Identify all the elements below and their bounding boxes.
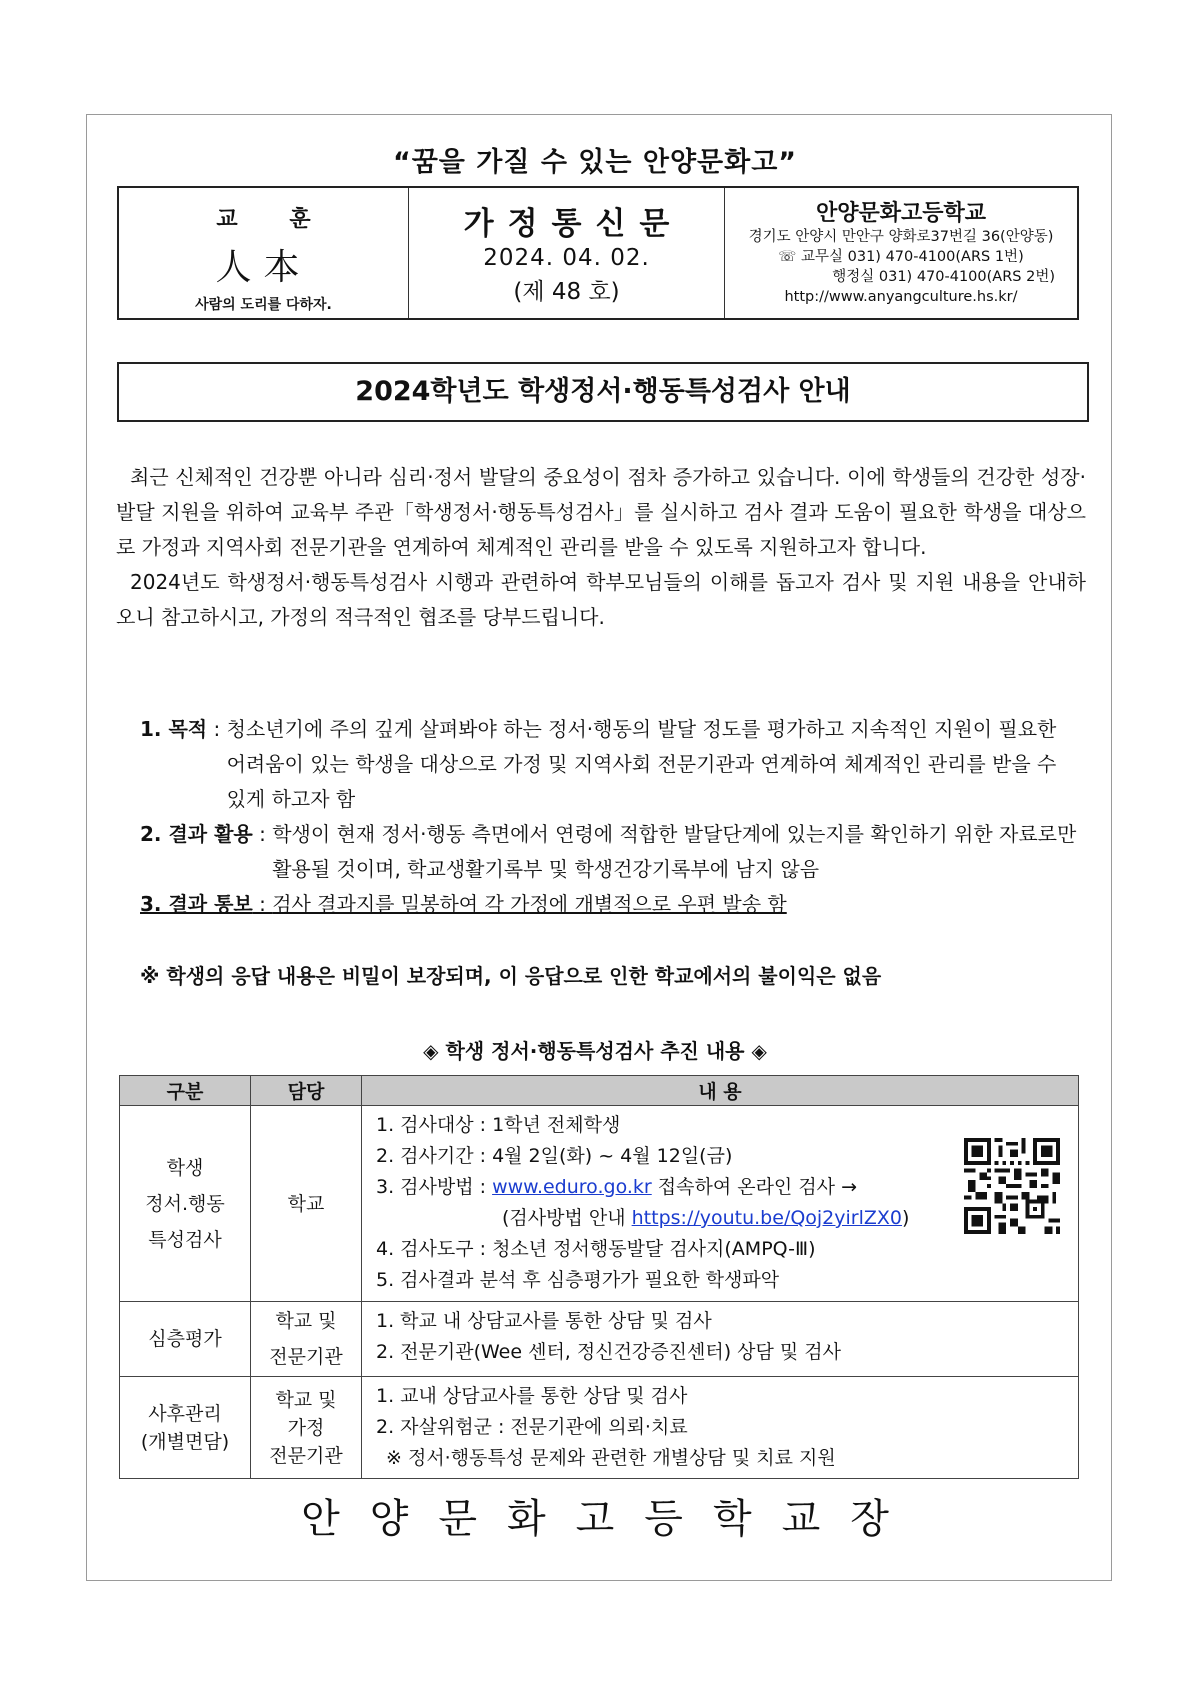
- content-line: ※ 정서·행동특성 문제와 관련한 개별상담 및 치료 지원: [386, 1447, 836, 1469]
- item-result-notice: [140, 887, 1080, 922]
- newsletter-panel: [409, 188, 725, 318]
- row-owner: [251, 1302, 362, 1377]
- table-row: [120, 1106, 1079, 1302]
- content-line: 1. 학교 내 상담교사를 통한 상담 및 검사: [376, 1310, 712, 1332]
- info-items: [140, 712, 1080, 922]
- owner-line: 학교 및: [275, 1310, 337, 1332]
- school-motto: “꿈을 가질 수 있는 안양문화고”: [392, 147, 798, 178]
- owner-line: 학교 및: [275, 1388, 337, 1411]
- newsletter-title: 가정통신문: [463, 206, 684, 242]
- row-owner: [251, 1377, 362, 1479]
- owner-line: 가정: [287, 1416, 325, 1439]
- school-phone-office: ☏ 교무실 031) 470-4100(ARS 1번): [778, 249, 1024, 265]
- privacy-note: ※ 학생의 응답 내용은 비밀이 보장되며, 이 응답으로 인한 학교에서의 불이익은 없음: [140, 964, 882, 988]
- category-line: 정서.행동: [145, 1192, 225, 1215]
- school-phone-admin: 행정실 031) 470-4100(ARS 2번): [832, 269, 1055, 285]
- motto-text: 사람의 도리를 다하자.: [195, 297, 332, 313]
- item-result-use: [140, 817, 1080, 887]
- intro-paragraph-2: 2024년도 학생정서·행동특성검사 시행과 관련하여 학부모님들의 이해를 돕고자 검사 및 지원 내용을 안내하오니 참고하시고, 가정의 적극적인 협조를 당부드립니다.: [116, 570, 1086, 629]
- item-colon: :: [207, 717, 227, 741]
- content-line: [376, 1172, 1064, 1203]
- table-header-row: [120, 1076, 1079, 1106]
- intro-text: [116, 460, 1086, 635]
- item-head: 2. 결과 활용: [140, 822, 253, 846]
- table-row: [120, 1302, 1079, 1377]
- row-category: 심층평가: [120, 1302, 251, 1377]
- plan-table: [119, 1075, 1079, 1479]
- content-text: 접속하여 온라인 검사 →: [651, 1176, 857, 1198]
- row-category: [120, 1377, 251, 1479]
- motto-label: 교 훈: [216, 207, 333, 232]
- category-line: 사후관리: [148, 1402, 222, 1425]
- item-text: 검사 결과지를 밀봉하여 각 가정에 개별적으로 우편 발송 함: [272, 892, 787, 916]
- content-text: 3. 검사방법 :: [376, 1176, 493, 1198]
- item-colon: :: [252, 822, 273, 846]
- row-owner: 학교: [251, 1106, 362, 1302]
- item-purpose: [140, 712, 1080, 817]
- content-line: [376, 1203, 1064, 1234]
- masthead: [117, 186, 1079, 320]
- item-head: 3. 결과 통보: [140, 892, 253, 916]
- category-line: 학생: [166, 1156, 204, 1179]
- qr-code-icon[interactable]: [964, 1138, 1060, 1234]
- content-line: 5. 검사결과 분석 후 심층평가가 필요한 학생파악: [376, 1269, 780, 1291]
- header-content: 내 용: [362, 1076, 1079, 1106]
- eduro-link[interactable]: www.eduro.go.kr: [492, 1176, 652, 1198]
- content-text: ): [902, 1207, 910, 1229]
- category-line: 특성검사: [148, 1228, 222, 1251]
- content-line: 2. 검사기간 : 4월 2일(화) ~ 4월 12일(금): [376, 1145, 733, 1167]
- motto-chars: 人本: [215, 247, 312, 288]
- content-line: 4. 검사도구 : 청소년 정서행동발달 검사지(AMPQ-Ⅲ): [376, 1238, 816, 1260]
- newsletter-issue: (제 48 호): [513, 279, 620, 305]
- table-title: ◈ 학생 정서·행동특성검사 추진 내용 ◈: [423, 1039, 767, 1063]
- document-title: 2024학년도 학생정서·행동특성검사 안내: [117, 362, 1089, 422]
- table-row: [120, 1377, 1079, 1479]
- item-colon: :: [252, 892, 273, 916]
- content-line: 2. 전문기관(Wee 센터, 정신건강증진센터) 상담 및 검사: [376, 1341, 842, 1363]
- school-website[interactable]: http://www.anyangculture.hs.kr/: [784, 289, 1018, 305]
- school-address: 경기도 안양시 만안구 양화로37번길 36(안양동): [748, 229, 1054, 245]
- owner-line: 전문기관: [269, 1444, 343, 1467]
- category-line: (개별면담): [140, 1430, 230, 1453]
- newsletter-date: 2024. 04. 02.: [483, 245, 650, 271]
- content-line: 1. 교내 상담교사를 통한 상담 및 검사: [376, 1385, 688, 1407]
- item-text: 청소년기에 주의 깊게 살펴봐야 하는 정서·행동의 발달 정도를 평가하고 지속적인 지원이 필요한 어려움이 있는 학생을 대상으로 가정 및 지역사회 전문기관과 연계하여 체계적인 관리를 받을 수 있게 하고자 함: [226, 717, 1057, 811]
- owner-line: 전문기관: [269, 1346, 343, 1368]
- header-owner: 담당: [251, 1076, 362, 1106]
- intro-paragraph-1: 최근 신체적인 건강뿐 아니라 심리·정서 발달의 중요성이 점차 증가하고 있습니다. 이에 학생들의 건강한 성장·발달 지원을 위하여 교육부 주관「학생정서·행동특성검사」를 실시하고 검사 결과 도움이 필요한 학생을 대상으로 가정과 지역사회 전문기관을 연계하여 체계적인 관리를 받을 수 있도록 지원하고자 합니다.: [116, 465, 1086, 559]
- content-line: 1. 검사대상 : 1학년 전체학생: [376, 1114, 621, 1136]
- principal-signature: 안양문화고등학교장: [301, 1496, 919, 1542]
- header-category: 구분: [120, 1076, 251, 1106]
- content-text: (검사방법 안내: [502, 1207, 632, 1229]
- youtube-link[interactable]: https://youtu.be/Qoj2yirlZX0: [631, 1207, 903, 1229]
- school-motto-panel: [119, 188, 409, 318]
- content-line: 2. 자살위험군 : 전문기관에 의뢰·치료: [376, 1416, 688, 1438]
- school-info-panel: [725, 188, 1077, 318]
- row-content: [362, 1377, 1079, 1479]
- row-content: [362, 1106, 1079, 1302]
- row-content: [362, 1302, 1079, 1377]
- item-text: 학생이 현재 정서·행동 측면에서 연령에 적합한 발달단계에 있는지를 확인하기 위한 자료로만 활용될 것이며, 학교생활기록부 및 학생건강기록부에 남지 않음: [272, 822, 1077, 881]
- school-name: 안양문화고등학교: [815, 201, 987, 226]
- item-head: 1. 목적: [140, 717, 208, 741]
- row-category: [120, 1106, 251, 1302]
